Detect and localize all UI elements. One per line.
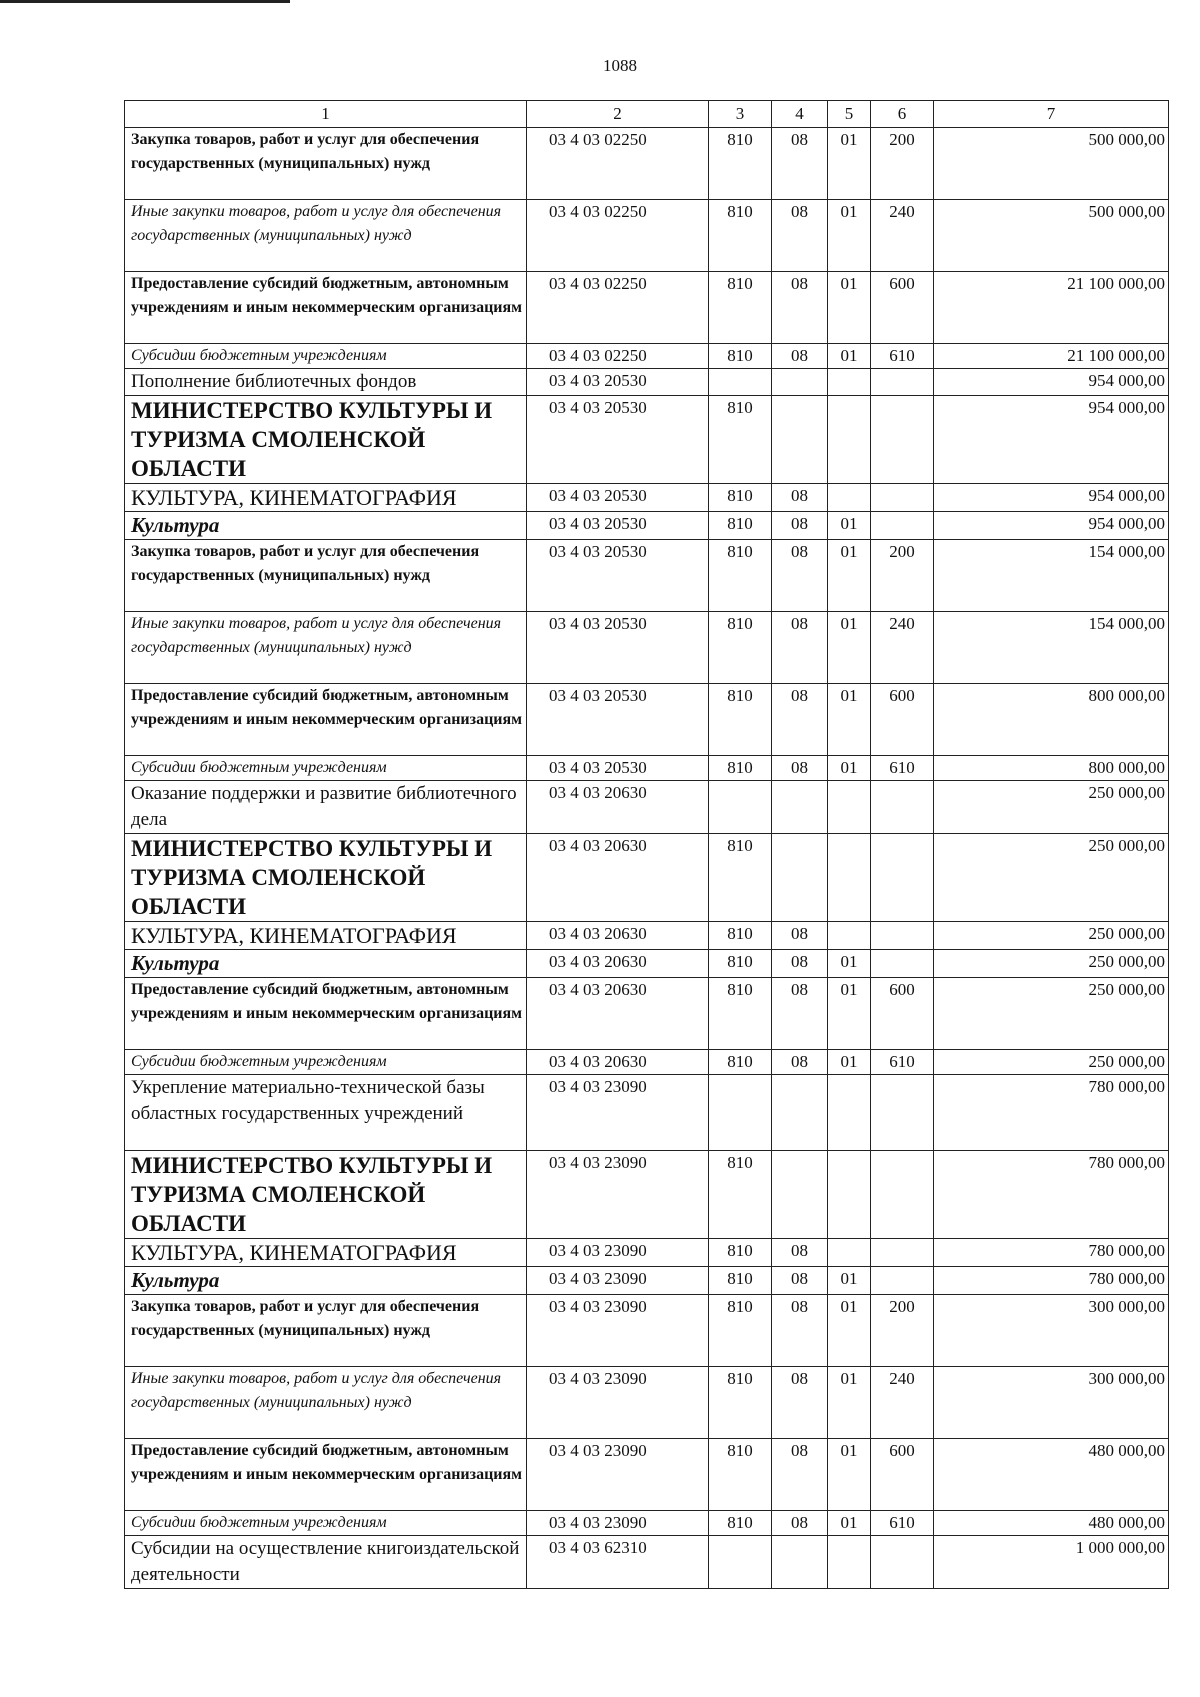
target-article-cell: 03 4 03 23090: [527, 1439, 709, 1511]
row-name-cell: Предоставление субсидий бюджетным, автономным учреждениям и иным некоммерческим организациям: [125, 272, 527, 344]
row-name-cell: Оказание поддержки и развитие библиотечного дела: [125, 781, 527, 834]
ministry-code-cell: 810: [709, 128, 772, 200]
subsection-code-cell: 01: [828, 200, 871, 272]
amount-cell: 954 000,00: [934, 369, 1169, 396]
page-number: 1088: [603, 56, 637, 75]
subsection-code-cell: 01: [828, 684, 871, 756]
subsection-code-cell: 01: [828, 1439, 871, 1511]
subsection-code-cell: 01: [828, 272, 871, 344]
row-name-cell: Предоставление субсидий бюджетным, автономным учреждениям и иным некоммерческим организациям: [125, 1439, 527, 1511]
table-row: [125, 396, 1169, 484]
table-row: [125, 512, 1169, 540]
subsection-code-cell: [828, 922, 871, 950]
expense-type-cell: [871, 1239, 934, 1267]
target-article-cell: 03 4 03 23090: [527, 1151, 709, 1239]
section-code-cell: [772, 1075, 828, 1151]
expense-type-cell: [871, 396, 934, 484]
target-article-cell: 03 4 03 20630: [527, 978, 709, 1050]
subsection-code-cell: 01: [828, 540, 871, 612]
expense-type-cell: [871, 922, 934, 950]
table-row: [125, 756, 1169, 781]
section-code-cell: 08: [772, 1267, 828, 1295]
row-name-cell: КУЛЬТУРА, КИНЕМАТОГРАФИЯ: [125, 484, 527, 512]
subsection-code-cell: 01: [828, 1267, 871, 1295]
row-name-cell: Субсидии бюджетным учреждениям: [125, 756, 527, 781]
section-code-cell: 08: [772, 1439, 828, 1511]
row-name-cell: МИНИСТЕРСТВО КУЛЬТУРЫ И ТУРИЗМА СМОЛЕНСКОЙ ОБЛАСТИ: [125, 834, 527, 922]
table-row: [125, 950, 1169, 978]
subsection-code-cell: [828, 834, 871, 922]
amount-cell: 500 000,00: [934, 128, 1169, 200]
expense-type-cell: [871, 1267, 934, 1295]
row-name-cell: КУЛЬТУРА, КИНЕМАТОГРАФИЯ: [125, 922, 527, 950]
expense-type-cell: 610: [871, 1050, 934, 1075]
ministry-code-cell: 810: [709, 344, 772, 369]
amount-cell: 250 000,00: [934, 1050, 1169, 1075]
section-code-cell: 08: [772, 684, 828, 756]
section-code-cell: [772, 834, 828, 922]
section-code-cell: 08: [772, 950, 828, 978]
subsection-code-cell: 01: [828, 612, 871, 684]
section-code-cell: 08: [772, 612, 828, 684]
ministry-code-cell: 810: [709, 396, 772, 484]
row-name-cell: Укрепление материально-технической базы областных государственных учреждений: [125, 1075, 527, 1151]
subsection-code-cell: 01: [828, 978, 871, 1050]
row-name-cell: МИНИСТЕРСТВО КУЛЬТУРЫ И ТУРИЗМА СМОЛЕНСКОЙ ОБЛАСТИ: [125, 396, 527, 484]
table-row: [125, 369, 1169, 396]
header-col-7: 7: [934, 101, 1169, 128]
section-code-cell: 08: [772, 1511, 828, 1536]
ministry-code-cell: 810: [709, 1367, 772, 1439]
row-name-cell: Субсидии бюджетным учреждениям: [125, 344, 527, 369]
amount-cell: 250 000,00: [934, 978, 1169, 1050]
table-row: [125, 1267, 1169, 1295]
ministry-code-cell: 810: [709, 978, 772, 1050]
amount-cell: 21 100 000,00: [934, 344, 1169, 369]
section-code-cell: 08: [772, 272, 828, 344]
table-row: [125, 1151, 1169, 1239]
ministry-code-cell: 810: [709, 756, 772, 781]
expense-type-cell: 610: [871, 1511, 934, 1536]
subsection-code-cell: [828, 396, 871, 484]
target-article-cell: 03 4 03 02250: [527, 272, 709, 344]
row-name-cell: КУЛЬТУРА, КИНЕМАТОГРАФИЯ: [125, 1239, 527, 1267]
amount-cell: 480 000,00: [934, 1511, 1169, 1536]
table-row: [125, 1439, 1169, 1511]
subsection-code-cell: 01: [828, 344, 871, 369]
header-col-3: 3: [709, 101, 772, 128]
expense-type-cell: 600: [871, 978, 934, 1050]
section-code-cell: [772, 1151, 828, 1239]
subsection-code-cell: 01: [828, 1367, 871, 1439]
header-col-2: 2: [527, 101, 709, 128]
budget-table: [124, 100, 1169, 1589]
row-name-cell: Закупка товаров, работ и услуг для обеспечения государственных (муниципальных) нужд: [125, 1295, 527, 1367]
table-row: [125, 540, 1169, 612]
subsection-code-cell: 01: [828, 1050, 871, 1075]
table-row: [125, 1050, 1169, 1075]
target-article-cell: 03 4 03 20630: [527, 1050, 709, 1075]
amount-cell: 250 000,00: [934, 922, 1169, 950]
ministry-code-cell: 810: [709, 540, 772, 612]
expense-type-cell: [871, 484, 934, 512]
amount-cell: 800 000,00: [934, 756, 1169, 781]
expense-type-cell: 200: [871, 128, 934, 200]
table-row: [125, 1075, 1169, 1151]
ministry-code-cell: 810: [709, 1511, 772, 1536]
target-article-cell: 03 4 03 23090: [527, 1295, 709, 1367]
amount-cell: 480 000,00: [934, 1439, 1169, 1511]
row-name-cell: Субсидии бюджетным учреждениям: [125, 1511, 527, 1536]
target-article-cell: 03 4 03 20530: [527, 484, 709, 512]
section-code-cell: [772, 369, 828, 396]
table-row: [125, 834, 1169, 922]
target-article-cell: 03 4 03 20630: [527, 922, 709, 950]
section-code-cell: 08: [772, 344, 828, 369]
ministry-code-cell: [709, 369, 772, 396]
row-name-cell: Предоставление субсидий бюджетным, автономным учреждениям и иным некоммерческим организациям: [125, 978, 527, 1050]
expense-type-cell: 610: [871, 344, 934, 369]
row-name-cell: Предоставление субсидий бюджетным, автономным учреждениям и иным некоммерческим организациям: [125, 684, 527, 756]
header-col-4: 4: [772, 101, 828, 128]
table-row: [125, 1239, 1169, 1267]
expense-type-cell: 600: [871, 1439, 934, 1511]
section-code-cell: [772, 396, 828, 484]
target-article-cell: 03 4 03 23090: [527, 1239, 709, 1267]
expense-type-cell: 240: [871, 200, 934, 272]
amount-cell: 300 000,00: [934, 1295, 1169, 1367]
table-row: [125, 272, 1169, 344]
row-name-cell: Культура: [125, 512, 527, 540]
expense-type-cell: 240: [871, 1367, 934, 1439]
target-article-cell: 03 4 03 20530: [527, 612, 709, 684]
expense-type-cell: [871, 781, 934, 834]
ministry-code-cell: 810: [709, 512, 772, 540]
amount-cell: 954 000,00: [934, 512, 1169, 540]
row-name-cell: Иные закупки товаров, работ и услуг для обеспечения государственных (муниципальных) нужд: [125, 200, 527, 272]
amount-cell: 154 000,00: [934, 612, 1169, 684]
target-article-cell: 03 4 03 02250: [527, 344, 709, 369]
amount-cell: 780 000,00: [934, 1075, 1169, 1151]
amount-cell: 800 000,00: [934, 684, 1169, 756]
ministry-code-cell: 810: [709, 612, 772, 684]
target-article-cell: 03 4 03 20630: [527, 950, 709, 978]
expense-type-cell: [871, 834, 934, 922]
target-article-cell: 03 4 03 20530: [527, 684, 709, 756]
subsection-code-cell: [828, 1151, 871, 1239]
ministry-code-cell: 810: [709, 950, 772, 978]
ministry-code-cell: [709, 781, 772, 834]
expense-type-cell: [871, 1075, 934, 1151]
ministry-code-cell: 810: [709, 200, 772, 272]
target-article-cell: 03 4 03 23090: [527, 1367, 709, 1439]
target-article-cell: 03 4 03 23090: [527, 1511, 709, 1536]
row-name-cell: МИНИСТЕРСТВО КУЛЬТУРЫ И ТУРИЗМА СМОЛЕНСКОЙ ОБЛАСТИ: [125, 1151, 527, 1239]
section-code-cell: 08: [772, 200, 828, 272]
expense-type-cell: [871, 1151, 934, 1239]
amount-cell: 21 100 000,00: [934, 272, 1169, 344]
header-col-5: 5: [828, 101, 871, 128]
section-code-cell: 08: [772, 1295, 828, 1367]
amount-cell: 780 000,00: [934, 1239, 1169, 1267]
section-code-cell: [772, 781, 828, 834]
header-col-1: 1: [125, 101, 527, 128]
row-name-cell: Культура: [125, 1267, 527, 1295]
amount-cell: 1 000 000,00: [934, 1536, 1169, 1589]
scan-edge-line: [0, 0, 290, 3]
row-name-cell: Субсидии бюджетным учреждениям: [125, 1050, 527, 1075]
amount-cell: 250 000,00: [934, 781, 1169, 834]
section-code-cell: 08: [772, 922, 828, 950]
section-code-cell: 08: [772, 1367, 828, 1439]
ministry-code-cell: [709, 1075, 772, 1151]
ministry-code-cell: 810: [709, 1439, 772, 1511]
amount-cell: 780 000,00: [934, 1267, 1169, 1295]
target-article-cell: 03 4 03 20630: [527, 834, 709, 922]
target-article-cell: 03 4 03 23090: [527, 1267, 709, 1295]
table-row: [125, 128, 1169, 200]
expense-type-cell: 610: [871, 756, 934, 781]
section-code-cell: 08: [772, 512, 828, 540]
row-name-cell: Пополнение библиотечных фондов: [125, 369, 527, 396]
target-article-cell: 03 4 03 20530: [527, 756, 709, 781]
expense-type-cell: 240: [871, 612, 934, 684]
section-code-cell: [772, 1536, 828, 1589]
amount-cell: 954 000,00: [934, 396, 1169, 484]
row-name-cell: Закупка товаров, работ и услуг для обеспечения государственных (муниципальных) нужд: [125, 128, 527, 200]
table-row: [125, 781, 1169, 834]
section-code-cell: 08: [772, 1239, 828, 1267]
row-name-cell: Закупка товаров, работ и услуг для обеспечения государственных (муниципальных) нужд: [125, 540, 527, 612]
subsection-code-cell: [828, 1536, 871, 1589]
expense-type-cell: [871, 1536, 934, 1589]
row-name-cell: Иные закупки товаров, работ и услуг для обеспечения государственных (муниципальных) нужд: [125, 1367, 527, 1439]
table-row: [125, 922, 1169, 950]
expense-type-cell: [871, 369, 934, 396]
table-row: [125, 1295, 1169, 1367]
ministry-code-cell: 810: [709, 1267, 772, 1295]
ministry-code-cell: 810: [709, 684, 772, 756]
target-article-cell: 03 4 03 02250: [527, 200, 709, 272]
table-row: [125, 1511, 1169, 1536]
section-code-cell: 08: [772, 1050, 828, 1075]
target-article-cell: 03 4 03 20630: [527, 781, 709, 834]
amount-cell: 154 000,00: [934, 540, 1169, 612]
subsection-code-cell: 01: [828, 950, 871, 978]
amount-cell: 250 000,00: [934, 834, 1169, 922]
subsection-code-cell: 01: [828, 756, 871, 781]
table-row: [125, 978, 1169, 1050]
expense-type-cell: 200: [871, 1295, 934, 1367]
amount-cell: 250 000,00: [934, 950, 1169, 978]
target-article-cell: 03 4 03 20530: [527, 512, 709, 540]
row-name-cell: Субсидии на осуществление книгоиздательской деятельности: [125, 1536, 527, 1589]
target-article-cell: 03 4 03 02250: [527, 128, 709, 200]
subsection-code-cell: 01: [828, 1511, 871, 1536]
subsection-code-cell: [828, 1239, 871, 1267]
ministry-code-cell: 810: [709, 484, 772, 512]
expense-type-cell: 200: [871, 540, 934, 612]
amount-cell: 300 000,00: [934, 1367, 1169, 1439]
expense-type-cell: [871, 950, 934, 978]
subsection-code-cell: [828, 1075, 871, 1151]
target-article-cell: 03 4 03 62310: [527, 1536, 709, 1589]
row-name-cell: Иные закупки товаров, работ и услуг для обеспечения государственных (муниципальных) нужд: [125, 612, 527, 684]
table-row: [125, 344, 1169, 369]
subsection-code-cell: [828, 369, 871, 396]
expense-type-cell: 600: [871, 684, 934, 756]
subsection-code-cell: [828, 781, 871, 834]
ministry-code-cell: 810: [709, 1050, 772, 1075]
expense-type-cell: 600: [871, 272, 934, 344]
expense-type-cell: [871, 512, 934, 540]
table-row: [125, 612, 1169, 684]
section-code-cell: 08: [772, 978, 828, 1050]
table-row: [125, 200, 1169, 272]
ministry-code-cell: 810: [709, 1295, 772, 1367]
target-article-cell: 03 4 03 20530: [527, 396, 709, 484]
section-code-cell: 08: [772, 128, 828, 200]
amount-cell: 500 000,00: [934, 200, 1169, 272]
subsection-code-cell: 01: [828, 1295, 871, 1367]
table-row: [125, 1536, 1169, 1589]
subsection-code-cell: 01: [828, 128, 871, 200]
header-col-6: 6: [871, 101, 934, 128]
section-code-cell: 08: [772, 756, 828, 781]
section-code-cell: 08: [772, 540, 828, 612]
table-header-row: [125, 101, 1169, 128]
amount-cell: 780 000,00: [934, 1151, 1169, 1239]
target-article-cell: 03 4 03 23090: [527, 1075, 709, 1151]
section-code-cell: 08: [772, 484, 828, 512]
ministry-code-cell: 810: [709, 272, 772, 344]
table-row: [125, 484, 1169, 512]
ministry-code-cell: [709, 1536, 772, 1589]
row-name-cell: Культура: [125, 950, 527, 978]
subsection-code-cell: [828, 484, 871, 512]
ministry-code-cell: 810: [709, 1151, 772, 1239]
target-article-cell: 03 4 03 20530: [527, 540, 709, 612]
table-row: [125, 684, 1169, 756]
target-article-cell: 03 4 03 20530: [527, 369, 709, 396]
ministry-code-cell: 810: [709, 834, 772, 922]
subsection-code-cell: 01: [828, 512, 871, 540]
table-row: [125, 1367, 1169, 1439]
ministry-code-cell: 810: [709, 1239, 772, 1267]
amount-cell: 954 000,00: [934, 484, 1169, 512]
ministry-code-cell: 810: [709, 922, 772, 950]
